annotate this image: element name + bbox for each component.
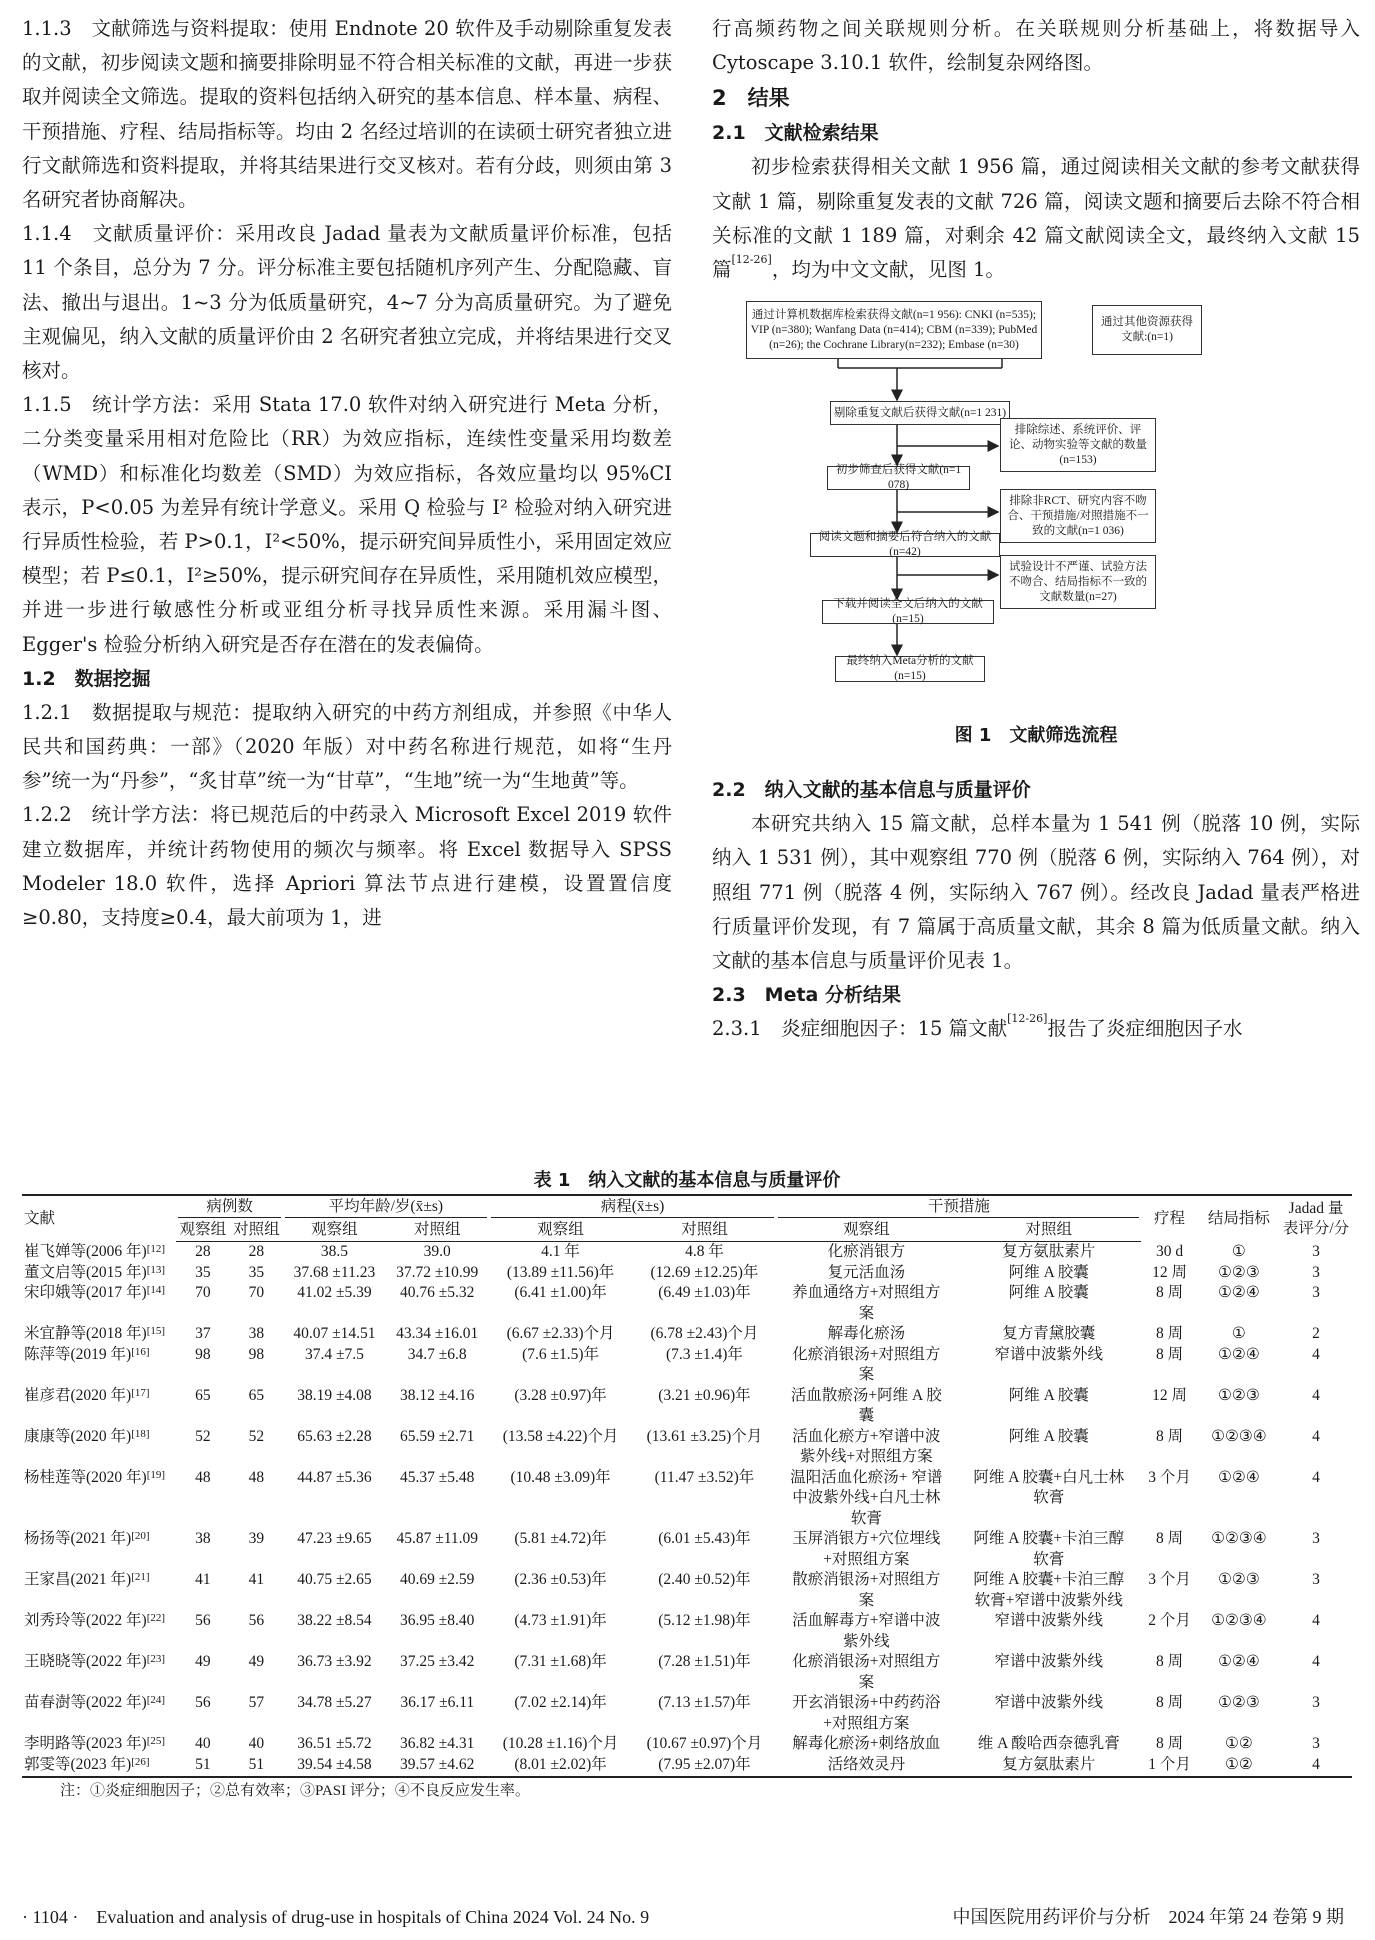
cell-course-ctrl: (6.49 ±1.03)年 (658, 1284, 751, 1301)
cell-duration: 8 周 (1155, 1427, 1184, 1445)
cell-jadad: 3 (1312, 1263, 1320, 1281)
cell-jadad: 3 (1312, 1242, 1320, 1260)
flow-box-screened (827, 466, 970, 490)
cell-n-obs: 52 (195, 1427, 211, 1445)
cell-course-obs: (2.36 ±0.53)年 (514, 1571, 607, 1588)
cell-age-ctrl: 65.59 ±2.71 (400, 1427, 475, 1445)
cell-age-obs: 38.19 ±4.08 (297, 1386, 372, 1404)
study-name: 王晓晓等(2022 年) (24, 1653, 147, 1670)
cell-int-ctrl: 阿维 A 胶囊 (1008, 1386, 1089, 1404)
cell-study (22, 1734, 176, 1755)
cell-duration: 2 个月 (1148, 1612, 1191, 1629)
cell-outcome: ①②④ (1218, 1345, 1260, 1363)
cell-course-obs: (10.28 ±1.16)个月 (502, 1735, 619, 1752)
cell-duration: 8 周 (1155, 1694, 1184, 1711)
citation: [12-26] (731, 253, 772, 267)
study-name: 宋印娥等(2017 年) (24, 1284, 147, 1301)
table-title: 表 1 纳入文献的基本信息与质量评价 (533, 1170, 841, 1191)
cell-int-ctrl: 阿维 A 胶囊+白凡士林软膏 (973, 1468, 1125, 1506)
cell-study (22, 1427, 176, 1468)
cell-jadad: 3 (1312, 1530, 1320, 1547)
cell-outcome: ①②④ (1218, 1468, 1260, 1486)
cell-int-ctrl: 维 A 酸哈西奈德乳膏 (977, 1735, 1120, 1752)
header-label: 平均年龄/岁(x̄±s) (285, 1197, 487, 1218)
heading-1-2: 1.2 数据挖掘 (22, 667, 151, 690)
table-row (22, 1324, 1352, 1345)
flow-box-abstract-eligible (810, 533, 1000, 557)
cell-jadad: 2 (1312, 1325, 1320, 1342)
cell-n-obs: 40 (195, 1735, 211, 1752)
cell-outcome: ①②④ (1218, 1284, 1260, 1301)
cell-age-ctrl: 45.87 ±11.09 (396, 1530, 478, 1547)
subheader-obs: 观察组 (489, 1219, 633, 1242)
cell-age-ctrl: 38.12 ±4.16 (400, 1386, 475, 1404)
section-1-2-2: 1.2.2 统计学方法：将已规范后的中药录入 Microsoft Excel 2019 软件建立数据库，并统计药物使用的频次与频率。将 Excel 数据导入 SPSS Modeler 18.0 软件，选择 Apriori 算法节点进行建模，设置置信度≥0.80，支持度≥0.4，最大前项为 1，进 (22, 803, 672, 930)
cell-int-obs: 化瘀消银汤+对照组方案 (792, 1653, 941, 1691)
flow-box-final-included (835, 656, 985, 682)
study-name: 王家昌(2021 年) (24, 1571, 132, 1588)
section-2-2-text: 本研究共纳入 15 篇文献，总样本量为 1 541 例（脱落 10 例，实际纳入 1 531 例），其中观察组 770 例（脱落 6 例，实际纳入 764 例），对照组 771 例（脱落 4 例，实际纳入 767 例）。经改良 Jadad 量表严格进行质量评价发现，有 7 篇属于高质量文献，其余 8 篇为低质量文献。纳入文献的基本信息与质量评价见表 1。 (712, 812, 1360, 973)
header-study: 文献 (22, 1195, 176, 1242)
cell-outcome: ①②③④ (1211, 1612, 1267, 1629)
cell-n-ctrl: 65 (248, 1386, 265, 1404)
cell-int-ctrl: 阿维 A 胶囊 (1008, 1263, 1089, 1281)
cell-outcome: ①②④ (1218, 1653, 1260, 1670)
table-note: 注：①炎症细胞因子；②总有效率；③PASI 评分；④不良反应发生率。 (60, 1783, 530, 1799)
cell-duration: 8 周 (1155, 1284, 1184, 1301)
cell-course-ctrl: 4.8 年 (685, 1243, 724, 1260)
table-row (22, 1693, 1352, 1734)
cell-int-ctrl: 阿维 A 胶囊+卡泊三醇软膏 (973, 1530, 1125, 1568)
cell-age-obs: 47.23 ±9.65 (297, 1530, 372, 1547)
cell-int-obs: 解毒化瘀汤 (827, 1325, 906, 1342)
citation: [14] (146, 1284, 166, 1296)
cell-outcome: ①②③④ (1211, 1427, 1267, 1445)
table-row (22, 1529, 1352, 1570)
cell-course-obs: (7.02 ±2.14)年 (514, 1694, 607, 1711)
header-duration: 疗程 (1141, 1195, 1198, 1242)
cell-course-ctrl: (2.40 ±0.52)年 (658, 1571, 751, 1588)
subheader-ctrl: 对照组 (386, 1219, 489, 1242)
cell-int-obs: 化瘀消银方 (827, 1243, 906, 1260)
cell-duration: 8 周 (1155, 1653, 1184, 1670)
figure-caption: 图 1 文献筛选流程 (954, 725, 1118, 747)
flow-box-dedup (830, 401, 1010, 425)
cell-course-ctrl: (13.61 ±3.25)个月 (646, 1427, 763, 1445)
flow-text: 最终纳入Meta分析的文献(n=15) (846, 655, 974, 683)
study-name: 崔飞婵等(2006 年) (24, 1242, 147, 1260)
cell-course-ctrl: (12.69 ±12.25)年 (650, 1263, 759, 1281)
table-row (22, 1652, 1352, 1693)
cell-n-obs: 38 (195, 1530, 211, 1547)
cell-jadad: 3 (1312, 1694, 1320, 1711)
cell-jadad: 4 (1312, 1345, 1320, 1363)
cell-n-ctrl: 57 (248, 1694, 265, 1711)
table-row (22, 1734, 1352, 1755)
cell-age-obs: 38.5 (320, 1243, 348, 1260)
cell-outcome: ①②③ (1218, 1571, 1260, 1588)
heading-2-3: 2.3 Meta 分析结果 (712, 984, 901, 1007)
citation: [24] (146, 1694, 166, 1706)
cell-age-ctrl: 34.7 ±6.8 (407, 1345, 467, 1363)
heading-2: 2 结果 (712, 86, 790, 111)
cell-age-ctrl: 37.72 ±10.99 (396, 1263, 479, 1281)
cell-n-ctrl: 40 (248, 1735, 265, 1752)
cell-n-ctrl: 51 (230, 1755, 283, 1778)
text: ，均为中文文献，见图 1。 (771, 258, 1005, 282)
cell-age-ctrl: 39.57 ±4.62 (386, 1755, 489, 1778)
cell-int-ctrl: 复方氨肽素片 (956, 1755, 1141, 1778)
citation: [26] (131, 1755, 150, 1768)
citation: [12] (146, 1242, 166, 1255)
cell-outcome: ① (1231, 1325, 1246, 1342)
cell-duration: 8 周 (1155, 1325, 1184, 1342)
section-1-1-4: 1.1.4 文献质量评价：采用改良 Jadad 量表为文献质量评价标准，包括 11 个条目，总分为 7 分。评分标准主要包括随机序列产生、分配隐藏、盲法、撤出与退出。1~3 分为低质量研究，4~7 分为高质量研究。为了避免主观偏见，纳入文献的质量评价由 2 名研究者独立完成，并将结果进行交叉核对。 (22, 222, 672, 383)
table-row (22, 1263, 1352, 1284)
cell-course-obs: (6.41 ±1.00)年 (514, 1284, 607, 1301)
cell-course-obs: (5.81 ±4.72)年 (514, 1530, 607, 1547)
cell-course-obs: (7.31 ±1.68)年 (514, 1653, 607, 1670)
citation: [17] (131, 1386, 150, 1399)
cell-int-obs: 养血通络方+对照组方案 (792, 1284, 941, 1322)
cell-n-ctrl: 48 (248, 1468, 265, 1486)
cell-age-obs: 37.4 ±7.5 (304, 1345, 364, 1363)
header-intervention (776, 1195, 1141, 1219)
table-row (22, 1570, 1352, 1611)
flow-box-exclusion-3 (1000, 555, 1156, 609)
cell-n-ctrl: 41 (248, 1571, 265, 1588)
cell-outcome: ①②③ (1218, 1263, 1260, 1281)
cell-age-ctrl: 40.76 ±5.32 (400, 1284, 475, 1301)
cell-n-obs: 65 (195, 1386, 211, 1404)
cell-course-ctrl: (7.95 ±2.07)年 (633, 1755, 777, 1778)
cell-course-ctrl: (10.67 ±0.97)个月 (646, 1735, 763, 1752)
citation: [18] (131, 1427, 150, 1440)
cell-course-ctrl: (6.01 ±5.43)年 (658, 1530, 751, 1547)
citation: [12-26] (1007, 1012, 1048, 1026)
cell-n-obs: 56 (195, 1612, 211, 1629)
section-1-2-2-continued: 行高频药物之间关联规则分析。在关联规则分析基础上，将数据导入 Cytoscape 3.10.1 软件，绘制复杂网络图。 (712, 17, 1360, 75)
cell-study (22, 1529, 176, 1570)
flow-text: 排除非RCT、研究内容不吻合、干预措施/对照措施不一致的文献(n=1 036) (1007, 494, 1149, 537)
cell-n-obs: 49 (195, 1653, 211, 1670)
cell-age-ctrl: 36.82 ±4.31 (400, 1735, 475, 1752)
flow-text: 通过计算机数据库检索获得文献(n=1 956): CNKI (n=535); VIP (n=380); Wanfang Data (n=414); CBM (n=339); PubMed (n=26); the Cochrane Library(n=232); Embase (n=30) (750, 308, 1038, 351)
header-age (283, 1195, 489, 1219)
study-name: 董文启等(2015 年) (24, 1263, 147, 1281)
cell-n-ctrl: 49 (248, 1653, 265, 1670)
cell-int-obs: 活血散瘀汤+阿维 A 胶囊 (790, 1386, 942, 1424)
cell-study (22, 1345, 176, 1386)
subheader-obs: 观察组 (776, 1219, 956, 1242)
cell-age-obs: 39.54 ±4.58 (283, 1755, 386, 1778)
citation: [23] (146, 1653, 166, 1665)
cell-int-obs: 复元活血汤 (827, 1263, 906, 1281)
section-1-1-3: 1.1.3 文献筛选与资料提取：使用 Endnote 20 软件及手动剔除重复发表的文献，初步阅读文题和摘要排除明显不符合相关标准的文献，再进一步获取并阅读全文筛选。提取的资料包括纳入研究的基本信息、样本量、病程、干预措施、疗程、结局指标等。均由 2 名经过培训的在读硕士研究者独立进行文献筛选和资料提取，并将其结果进行交叉核对。若有分歧，则须由第 3 名研究者协商解决。 (22, 17, 672, 212)
text: 初步检索获得相关文献 1 956 篇，通过阅读相关文献的参考文献获得文献 1 篇，剔除重复发表的文献 726 篇，阅读文题和摘要后去除不符合相关标准的文献 1 189 篇，对剩余 42 篇文献阅读全文，最终纳入文献 15 篇 (712, 155, 1360, 282)
cell-n-ctrl: 28 (248, 1243, 265, 1260)
cell-study (22, 1693, 176, 1734)
cell-n-ctrl: 98 (248, 1345, 265, 1363)
study-name: 杨扬等(2021 年) (24, 1530, 132, 1547)
citation: [19] (146, 1468, 166, 1481)
flow-box-exclusion-2 (1000, 489, 1156, 543)
cell-duration: 12 周 (1152, 1386, 1187, 1404)
cell-study (22, 1263, 176, 1284)
cell-course-obs: (10.48 ±3.09)年 (510, 1468, 611, 1486)
cell-int-ctrl: 窄谱中波紫外线 (994, 1612, 1103, 1629)
cell-duration: 3 个月 (1148, 1571, 1191, 1588)
subheader-obs: 观察组 (283, 1219, 386, 1242)
cell-age-ctrl: 45.37 ±5.48 (400, 1468, 475, 1486)
cell-age-obs: 34.78 ±5.27 (297, 1694, 372, 1711)
table-row (22, 1345, 1352, 1386)
cell-int-ctrl: 复方氨肽素片 (1002, 1243, 1096, 1260)
cell-course-obs: (13.58 ±4.22)个月 (502, 1427, 619, 1445)
cell-study (22, 1652, 176, 1693)
cell-n-obs: 98 (195, 1345, 211, 1363)
cell-study (22, 1324, 176, 1345)
cell-age-ctrl: 37.25 ±3.42 (400, 1653, 475, 1670)
citation: [21] (131, 1571, 150, 1583)
table-row (22, 1386, 1352, 1427)
subheader-ctrl: 对照组 (633, 1219, 777, 1242)
table-row (22, 1283, 1352, 1324)
cell-course-obs: 4.1 年 (541, 1243, 580, 1260)
cell-jadad: 4 (1312, 1468, 1320, 1486)
cell-int-obs: 化瘀消银汤+对照组方案 (792, 1345, 941, 1383)
cell-study (22, 1570, 176, 1611)
cell-age-obs: 65.63 ±2.28 (297, 1427, 372, 1445)
cell-n-obs: 37 (195, 1325, 211, 1342)
flow-box-other-sources (1092, 305, 1202, 355)
flow-box-fulltext-included (822, 600, 994, 624)
cell-int-obs: 活血解毒方+窄谱中波紫外线 (792, 1612, 941, 1650)
cell-course-obs: (6.67 ±2.33)个月 (506, 1325, 615, 1342)
flow-text: 阅读文题和摘要后符合纳入的文献(n=42) (818, 531, 992, 559)
flow-text: 通过其他资源获得文献:(n=1) (1101, 316, 1193, 344)
table-row (22, 1755, 1352, 1778)
section-2-3-1 (712, 1012, 1360, 1046)
study-name: 李明路等(2023 年) (24, 1735, 147, 1752)
flow-text: 排除综述、系统评价、评论、动物实验等文献的数量(n=153) (1009, 423, 1147, 466)
cell-study (22, 1283, 176, 1324)
footer-journal-cn: 中国医院用药评价与分析 2024 年第 24 卷第 9 期 (952, 1907, 1344, 1927)
cell-jadad: 3 (1312, 1284, 1320, 1301)
flow-box-exclusion-1 (1000, 418, 1156, 472)
flow-diagram (712, 293, 1360, 713)
cell-course-ctrl: (6.78 ±2.43)个月 (650, 1325, 759, 1342)
cell-age-ctrl: 39.0 (423, 1243, 451, 1260)
cell-int-obs: 活血化瘀方+窄谱中波紫外线+对照组方案 (792, 1427, 941, 1465)
flow-text: 剔除重复文献后获得文献(n=1 231) (833, 406, 1007, 419)
citation: [16] (131, 1345, 150, 1358)
cell-duration: 3 个月 (1148, 1468, 1191, 1486)
cell-jadad: 4 (1280, 1755, 1352, 1778)
study-name: 郭雯等(2023 年) (24, 1755, 132, 1773)
cell-outcome: ①②③ (1218, 1386, 1260, 1404)
cell-study (22, 1755, 176, 1778)
cell-course-ctrl: (3.21 ±0.96)年 (658, 1386, 751, 1404)
cell-duration: 8 周 (1155, 1345, 1184, 1363)
cell-outcome: ①②③④ (1211, 1530, 1267, 1547)
cell-study (22, 1468, 176, 1530)
cell-outcome: ① (1231, 1242, 1246, 1260)
cell-course-ctrl: (7.3 ±1.4)年 (665, 1345, 743, 1363)
left-column (22, 12, 672, 935)
cell-jadad: 3 (1312, 1735, 1320, 1752)
heading-2-2: 2.2 纳入文献的基本信息与质量评价 (712, 779, 1031, 802)
header-jadad: Jadad 量表评分/分 (1280, 1195, 1352, 1242)
cell-age-obs: 38.22 ±8.54 (297, 1612, 372, 1629)
cell-outcome: ①②③ (1218, 1694, 1260, 1711)
cell-age-ctrl: 36.95 ±8.40 (400, 1612, 475, 1629)
cell-age-ctrl: 36.17 ±6.11 (400, 1694, 475, 1711)
study-name: 陈萍等(2019 年) (24, 1345, 132, 1363)
header-outcome: 结局指标 (1198, 1195, 1280, 1242)
study-name: 米宜静等(2018 年) (24, 1325, 147, 1342)
cell-jadad: 4 (1312, 1612, 1320, 1629)
cell-int-ctrl: 复方青黛胶囊 (1002, 1325, 1096, 1342)
cell-course-ctrl: (7.28 ±1.51)年 (658, 1653, 751, 1670)
citation: [15] (146, 1325, 166, 1337)
flow-box-database-search (746, 301, 1042, 359)
cell-int-obs: 温阳活血化瘀汤+ 窄谱中波紫外线+白凡士林软膏 (790, 1468, 943, 1527)
cell-n-obs: 28 (195, 1243, 211, 1260)
header-cases (176, 1195, 283, 1219)
study-name: 杨桂莲等(2020 年) (24, 1468, 147, 1486)
cell-course-obs: (13.89 ±11.56)年 (506, 1263, 615, 1281)
cell-course-obs: (8.01 ±2.02)年 (489, 1755, 633, 1778)
cell-course-obs: (7.6 ±1.5)年 (522, 1345, 600, 1363)
text: 2.3.1 炎症细胞因子：15 篇文献 (712, 1017, 1008, 1041)
footer-journal-en: · 1104 · Evaluation and analysis of drug-use in hospitals of China 2024 Vol. 24 No. 9 (22, 1907, 650, 1927)
cell-course-obs: (4.73 ±1.91)年 (514, 1612, 607, 1629)
citation: [25] (146, 1735, 166, 1747)
cell-int-ctrl: 窄谱中波紫外线 (994, 1345, 1103, 1363)
cell-age-obs: 36.73 ±3.92 (297, 1653, 372, 1670)
cell-n-ctrl: 35 (248, 1263, 265, 1281)
cell-duration: 8 周 (1155, 1530, 1184, 1547)
cell-course-ctrl: (5.12 ±1.98)年 (658, 1612, 751, 1629)
text: 报告了炎症细胞因子水 (1047, 1017, 1243, 1041)
cell-study (22, 1611, 176, 1652)
table-row (22, 1468, 1352, 1530)
cell-int-ctrl: 阿维 A 胶囊+卡泊三醇软膏+窄谱中波紫外线 (973, 1571, 1125, 1609)
cell-int-obs: 玉屏消银方+穴位埋线+对照组方案 (792, 1530, 941, 1568)
study-name: 苗春澍等(2022 年) (24, 1694, 147, 1711)
header-label: 干预措施 (778, 1197, 1139, 1218)
flow-text: 初步筛查后获得文献(n=1 078) (835, 464, 962, 492)
table-1 (22, 1168, 1352, 1802)
subheader-ctrl: 对照组 (956, 1219, 1141, 1242)
header-label: 病程(x̄±s) (491, 1197, 775, 1218)
cell-int-obs: 散瘀消银汤+对照组方案 (792, 1571, 941, 1609)
cell-age-obs: 40.07 ±14.51 (293, 1325, 376, 1342)
cell-jadad: 4 (1312, 1386, 1320, 1404)
flow-text: 试验设计不严谨、试验方法不吻合、结局指标不一致的文献数量(n=27) (1009, 560, 1147, 603)
cell-n-ctrl: 70 (248, 1284, 265, 1301)
study-name: 康康等(2020 年) (24, 1427, 132, 1445)
table-row (22, 1427, 1352, 1468)
cell-duration: 30 d (1155, 1242, 1184, 1260)
cell-age-ctrl: 43.34 ±16.01 (396, 1325, 479, 1342)
cell-study (22, 1242, 176, 1263)
section-1-2-1: 1.2.1 数据提取与规范：提取纳入研究的中药方剂组成，并参照《中华人民共和国药典：一部》（2020 年版）对中药名称进行规范，如将“生丹参”统一为“丹参”，“炙甘草”统一为“甘草”，“生地”统一为“生地黄”等。 (22, 700, 672, 793)
cell-age-obs: 44.87 ±5.36 (297, 1468, 372, 1486)
cell-n-obs: 56 (195, 1694, 211, 1711)
heading-2-1: 2.1 文献检索结果 (712, 122, 879, 145)
cell-course-ctrl: (11.47 ±3.52)年 (654, 1468, 755, 1486)
citation: [13] (146, 1263, 166, 1276)
cell-age-ctrl: 40.69 ±2.59 (400, 1571, 475, 1588)
cell-int-ctrl: 阿维 A 胶囊 (1008, 1427, 1089, 1445)
cell-n-obs: 48 (195, 1468, 211, 1486)
subheader-ctrl: 对照组 (230, 1219, 283, 1242)
cell-duration: 8 周 (1155, 1735, 1184, 1752)
cell-jadad: 4 (1312, 1427, 1320, 1445)
cell-course-ctrl: (7.13 ±1.57)年 (658, 1694, 751, 1711)
cell-duration: 1 个月 (1141, 1755, 1198, 1778)
cell-course-obs: (3.28 ±0.97)年 (514, 1386, 607, 1404)
citation: [22] (146, 1612, 166, 1624)
cell-n-ctrl: 38 (248, 1325, 265, 1342)
cell-age-obs: 37.68 ±11.23 (293, 1263, 376, 1281)
flow-text: 下载并阅读全文后纳入的文献(n=15) (833, 598, 983, 626)
cell-n-obs: 51 (176, 1755, 229, 1778)
cell-int-ctrl: 窄谱中波紫外线 (994, 1653, 1103, 1670)
cell-int-obs: 开玄消银汤+中药药浴+对照组方案 (792, 1694, 941, 1732)
study-name: 刘秀玲等(2022 年) (24, 1612, 147, 1629)
subheader-obs: 观察组 (176, 1219, 229, 1242)
cell-int-ctrl: 阿维 A 胶囊 (1008, 1284, 1089, 1301)
cell-n-obs: 41 (195, 1571, 211, 1588)
cell-age-obs: 36.51 ±5.72 (297, 1735, 372, 1752)
cell-study (22, 1386, 176, 1427)
cell-jadad: 4 (1312, 1653, 1320, 1670)
cell-n-ctrl: 52 (248, 1427, 265, 1445)
cell-jadad: 3 (1312, 1571, 1320, 1588)
cell-duration: 12 周 (1152, 1263, 1187, 1281)
section-2-1-text (712, 150, 1360, 287)
cell-n-obs: 70 (195, 1284, 211, 1301)
cell-n-ctrl: 56 (248, 1612, 265, 1629)
header-course (489, 1195, 777, 1219)
cell-age-obs: 40.75 ±2.65 (297, 1571, 372, 1588)
cell-int-obs: 活络效灵丹 (776, 1755, 956, 1778)
right-column (712, 12, 1360, 1046)
citation: [20] (131, 1530, 150, 1542)
study-name: 崔彦君(2020 年) (24, 1386, 132, 1404)
cell-n-obs: 35 (195, 1263, 211, 1281)
cell-n-ctrl: 39 (248, 1530, 265, 1547)
cell-int-obs: 解毒化瘀汤+刺络放血 (792, 1735, 941, 1752)
table-row (22, 1242, 1352, 1263)
section-1-1-5: 1.1.5 统计学方法：采用 Stata 17.0 软件对纳入研究进行 Meta 分析，二分类变量采用相对危险比（RR）为效应指标，连续性变量采用均数差（WMD）和标准化均数差（SMD）为效应指标，各效应量均以 95%CI 表示，P<0.05 为差异有统计学意义。采用 Q 检验与 I² 检验对纳入研究进行异质性检验，若 P>0.1，I²<50%，提示研究间异质性小，采用固定效应模型；若 P≤0.1，I²≥50%，提示研究间存在异质性，采用随机效应模型，并进一步进行敏感性分析或亚组分析寻找异质性来源。采用漏斗图、Egger's 检验分析纳入研究是否存在潜在的发表偏倚。 (22, 393, 672, 656)
cell-age-obs: 41.02 ±5.39 (297, 1284, 372, 1301)
cell-int-ctrl: 窄谱中波紫外线 (994, 1694, 1103, 1711)
cell-outcome: ①② (1198, 1755, 1280, 1778)
study-characteristics-table (22, 1194, 1352, 1778)
header-label: 病例数 (178, 1197, 281, 1218)
table-row (22, 1611, 1352, 1652)
cell-outcome: ①② (1224, 1735, 1253, 1752)
